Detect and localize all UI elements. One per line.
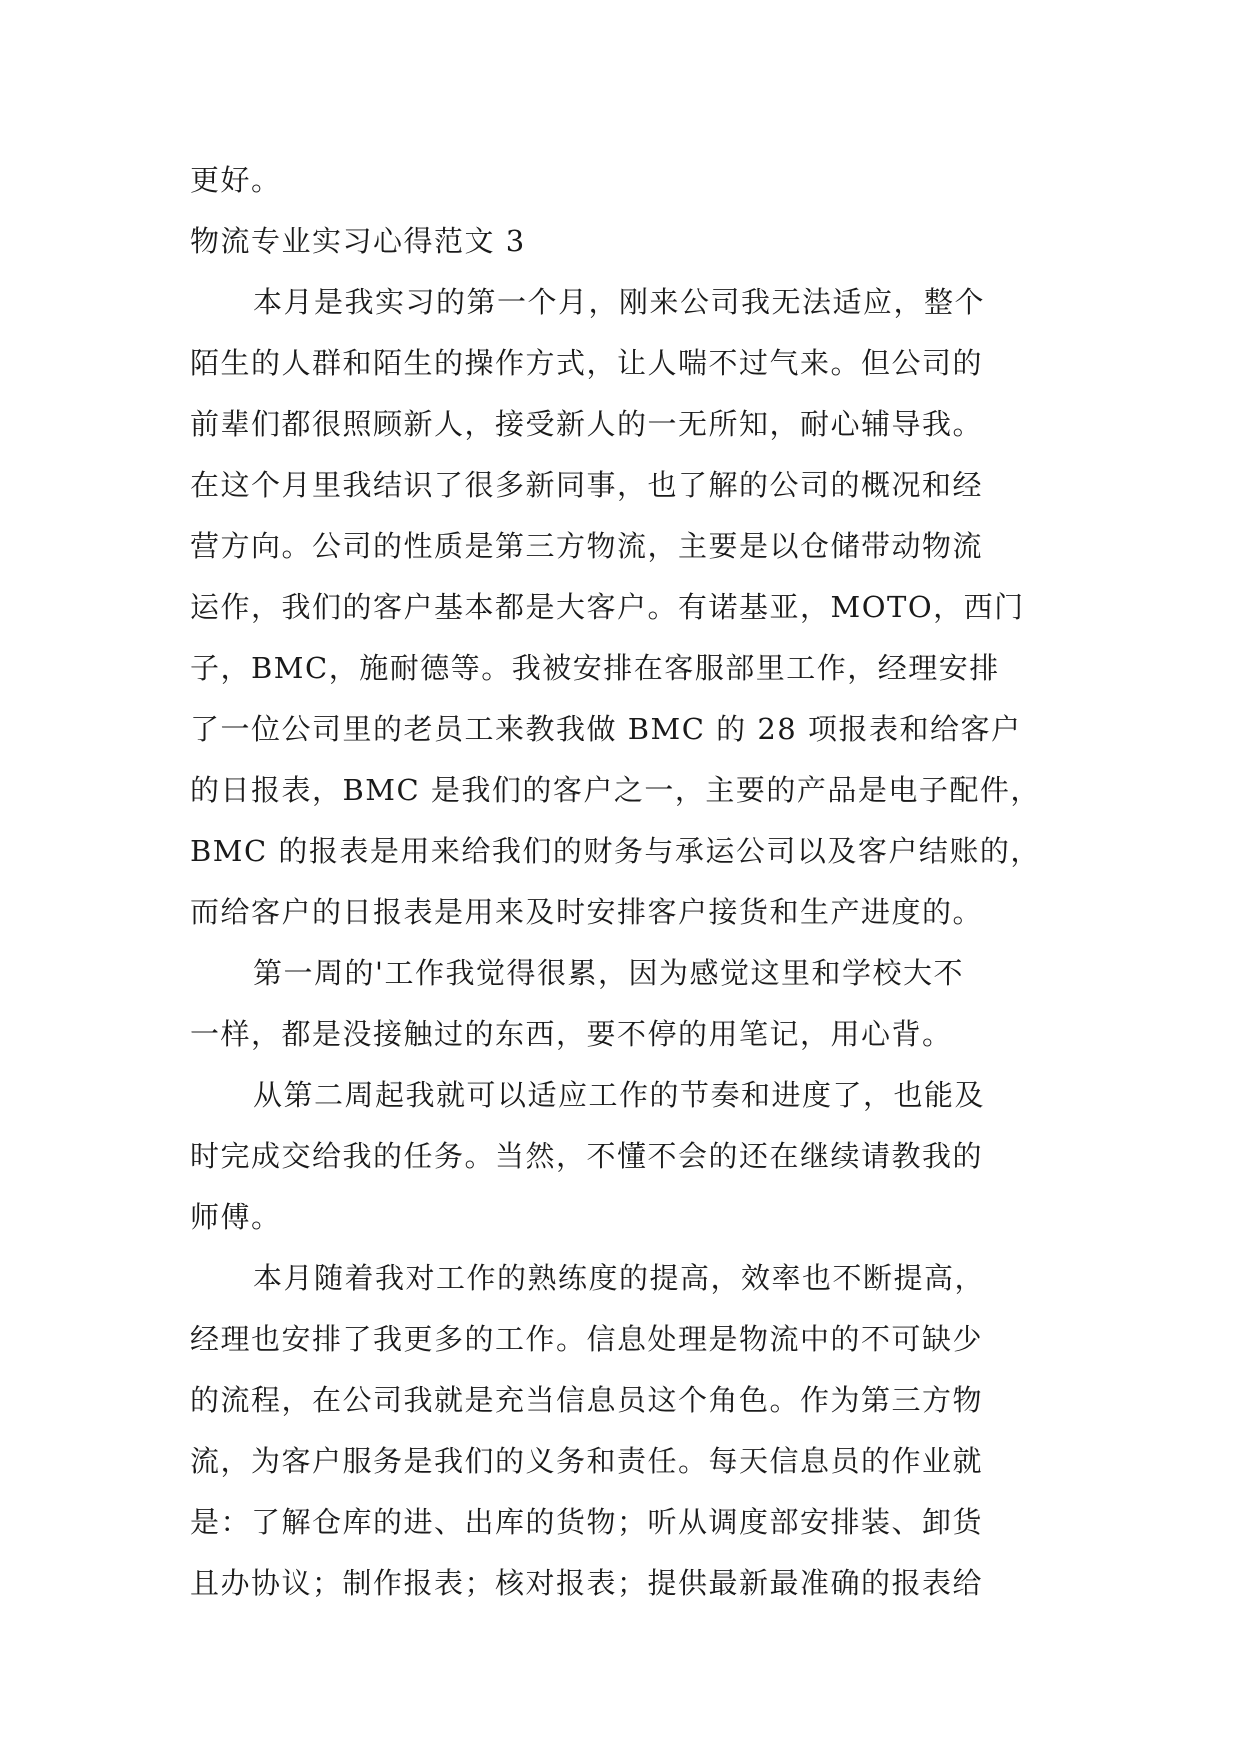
text-line: BMC 的报表是用来给我们的财务与承运公司以及客户结账的， — [190, 834, 1041, 868]
text-line: 前辈们都很照顾新人，接受新人的一无所知，耐心辅导我。 — [190, 407, 984, 441]
text-line: 师傅。 — [190, 1200, 282, 1234]
text-line: 而给客户的日报表是用来及时安排客户接货和生产进度的。 — [190, 895, 984, 929]
text-line: 的流程，在公司我就是充当信息员这个角色。作为第三方物 — [190, 1383, 984, 1417]
text-line: 在这个月里我结识了很多新同事，也了解的公司的概况和经 — [190, 468, 984, 502]
text-line: 了一位公司里的老员工来教我做 BMC 的 28 项报表和给客户 — [190, 712, 1022, 746]
document-body — [190, 150, 1050, 1614]
text-line: 的日报表，BMC 是我们的客户之一，主要的产品是电子配件， — [190, 773, 1041, 807]
text-line: 时完成交给我的任务。当然，不懂不会的还在继续请教我的 — [190, 1139, 984, 1173]
text-line: 更好。 — [190, 163, 282, 197]
text-line: 一样，都是没接触过的东西，要不停的用笔记，用心背。 — [190, 1017, 953, 1051]
paragraph-start-line: 本月是我实习的第一个月，刚来公司我无法适应，整个 — [253, 285, 986, 319]
text-line: 运作，我们的客户基本都是大客户。有诺基亚，MOTO，西门 — [190, 590, 1025, 624]
text-line: 子，BMC，施耐德等。我被安排在客服部里工作，经理安排 — [190, 651, 1000, 685]
text-line: 营方向。公司的性质是第三方物流，主要是以仓储带动物流 — [190, 529, 984, 563]
section-heading: 物流专业实习心得范文 3 — [190, 224, 526, 258]
paragraph-start-line: 本月随着我对工作的熟练度的提高，效率也不断提高， — [253, 1261, 986, 1295]
text-line: 且办协议；制作报表；核对报表；提供最新最准确的报表给 — [190, 1566, 984, 1600]
text-line: 流，为客户服务是我们的义务和责任。每天信息员的作业就 — [190, 1444, 984, 1478]
text-line: 是：了解仓库的进、出库的货物；听从调度部安排装、卸货 — [190, 1505, 984, 1539]
paragraph-start-line: 从第二周起我就可以适应工作的节奏和进度了，也能及 — [253, 1078, 986, 1112]
text-line: 陌生的人群和陌生的操作方式，让人喘不过气来。但公司的 — [190, 346, 984, 380]
paragraph-start-line: 第一周的'工作我觉得很累，因为感觉这里和学校大不 — [253, 956, 964, 990]
text-line: 经理也安排了我更多的工作。信息处理是物流中的不可缺少 — [190, 1322, 984, 1356]
